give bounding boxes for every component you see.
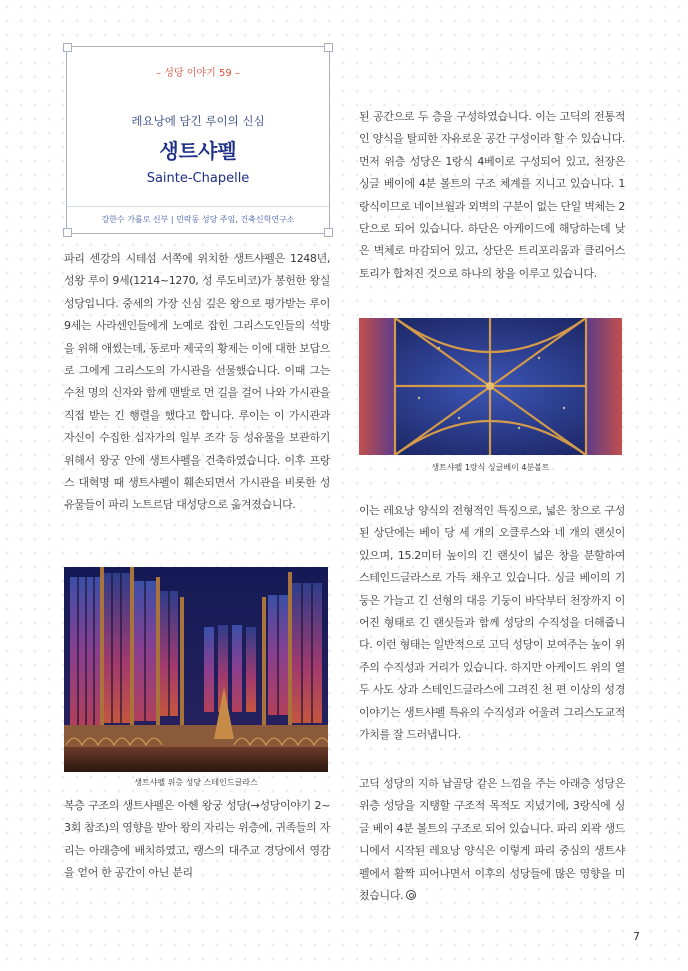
article-title: 생트샤펠 [159, 139, 237, 163]
article-title-box [66, 46, 330, 234]
body-text-col1-bottom: 복층 구조의 생트샤펠은 아헨 왕궁 성당(→성당이야기 2~3회 참조)의 영향을 받아 왕의 자리는 위층에, 귀족들의 자리는 아래층에 배치하였고, 랭스의 대주교 경당에서 영감을 얻어 한 공간이 아닌 분리 [64, 799, 330, 880]
corner-ornament [324, 43, 333, 52]
interior-photo-image [64, 567, 328, 772]
series-label: – 성당 이야기 59 – [156, 68, 240, 79]
body-text-col2-mid: 이는 레요낭 양식의 전형적인 특징으로, 넓은 창으로 구성된 상단에는 베이 당 세 개의 오클루스와 네 개의 랜싯이 있으며, 15.2미터 높이의 긴 랜싯이 넓은 창을 분할하여 스테인드글라스로 가득 채우고 있습니다. 싱글 베이의 기둥은 가늘고 긴 선형의 대응 기둥이 바닥부터 천장까지 이어진 형태로 긴 랜싯들과 함께 성당의 수직성을 더해줍니다. 이런 형태는 일반적으로 고딕 성당이 보여주는 높이 위주의 수직성과 거리가 있습니다. 하지만 아케이드 위의 열두 사도 상과 스테인드글라스에 그려진 천 편 이상의 성경 이야기는 생트샤펠 특유의 수직성과 어울려 그리스도교적 가치를 잘 드러냅니다. [359, 504, 625, 742]
page-number: 7 [633, 930, 640, 943]
body-text-col2-top: 된 공간으로 두 층을 구성하였습니다. 이는 고딕의 전통적인 양식을 탈피한 자유로운 공간 구성이라 할 수 있습니다. 먼저 위층 성당은 1랑식 4베이로 구성되어 있고, 천장은 싱글 베이에 4분 볼트의 구조 체계를 지니고 있습니다. 1랑식이므로 네이브월과 외벽의 구분이 없는 단일 벽체는 2단으로 되어 있습니다. 하단은 아케이드에 해당하는데 낮은 벽체로 마감되어 있고, 상단은 트리포리움과 클리어스토리가 합쳐진 것으로 하나의 창을 이루고 있습니다. [359, 110, 625, 280]
corner-ornament [324, 228, 333, 237]
interior-stained-glass-photo [64, 567, 328, 772]
article-subtitle: 레요낭에 담긴 루이의 신심 [131, 114, 265, 128]
body-text-col2-bottom-content: 고딕 성당의 지하 납골당 같은 느낌을 주는 아래층 성당은 위층 성당을 지탱할 구조적 목적도 지녔기에, 3랑식에 싱글 베이 4분 볼트의 구조로 되어 있습니다. 파리 외곽 생드니에서 시작된 레요낭 양식은 이렇게 파리 중심의 생트샤펠에서 활짝 피어나면서 이후의 성당들에 많은 영향을 미쳤습니다. [359, 777, 625, 903]
ceiling-photo-image [359, 318, 622, 455]
author-line: 강한수 가롤로 신부 | 민락동 성당 주임, 건축신학연구소 [101, 215, 295, 224]
corner-ornament [63, 228, 72, 237]
divider [67, 206, 329, 207]
ceiling-photo-caption: 생트샤펠 1랑식 싱글베이 4분볼트 [431, 463, 550, 472]
interior-photo-caption: 생트샤펠 위층 성당 스테인드글라스 [134, 778, 258, 787]
body-text-col1: 파리 센강의 시테섬 서쪽에 위치한 생트샤펠은 1248년, 성왕 루이 9세(1214~1270, 성 루도비코)가 봉헌한 왕실 성당입니다. 중세의 가장 신심 깊은 왕으로 평가받는 루이 9세는 사라센인들에게 노예로 잡힌 그리스도인들의 석방을 위해 애썼는데, 동로마 제국의 황제는 이에 대한 보답으로 그에게 그리스도의 가시관을 선물했습니다. 이때 그는 수천 명의 신자와 함께 맨발로 먼 길을 걸어 나와 가시관을 직접 받는 긴 행렬을 했다고 합니다. 루이는 이 가시관과 자신이 수집한 십자가의 일부 조각 등 성유물을 보관하기 위해서 왕궁 안에 생트샤펠을 건축하였습니다. 이후 프랑스 대혁명 때 생트샤펠이 훼손되면서 가시관을 비롯한 성유물들이 파리 노트르담 대성당으로 옮겨졌습니다. [64, 252, 330, 512]
article-title-english: Sainte-Chapelle [146, 171, 250, 186]
corner-ornament [63, 43, 72, 52]
end-mark-icon [406, 890, 416, 900]
body-text-col2-bottom [359, 773, 625, 907]
ceiling-vault-photo [359, 318, 622, 455]
